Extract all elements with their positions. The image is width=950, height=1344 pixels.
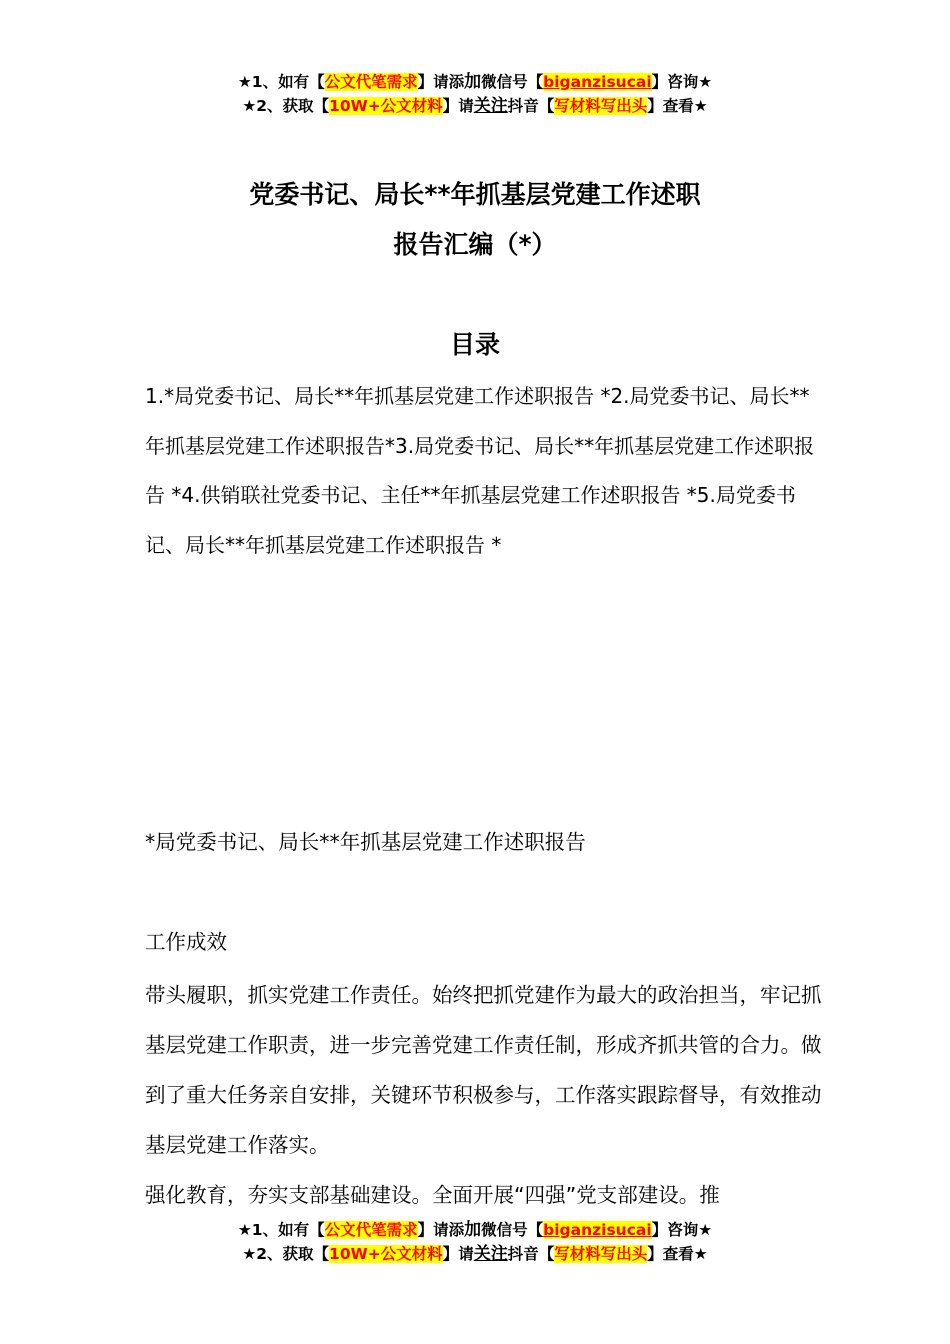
promo-text: ★2、获取【 <box>242 97 330 115</box>
promo-text: ★2、获取【 <box>242 1245 330 1263</box>
promo-highlight: 写材料写出头 <box>554 1245 648 1263</box>
promo-line-2 <box>0 1242 950 1266</box>
promo-highlight: 10W+公文材料 <box>329 1245 443 1263</box>
promo-highlight: 公文代笔需求 <box>324 1221 418 1239</box>
promo-highlight: 公文代笔需求 <box>324 73 418 91</box>
promo-text: 】请 <box>442 1245 474 1263</box>
toc-heading: 目录 <box>449 330 500 359</box>
section-title: *局党委书记、局长**年抓基层党建工作述职报告 <box>145 830 586 854</box>
promo-highlight: 10W+公文材料 <box>329 97 443 115</box>
promo-text: ★1、如有【 <box>237 73 325 91</box>
wechat-id-link[interactable]: biganzisucai <box>543 73 652 91</box>
promo-text: 】请添 <box>417 73 465 91</box>
promo-text: 】请 <box>442 97 474 115</box>
promo-highlight: 写材料写出头 <box>554 97 648 115</box>
promo-text: 】咨询★ <box>651 73 713 91</box>
promo-text: 】查看★ <box>647 1245 708 1263</box>
promo-text: 】咨询★ <box>651 1221 713 1239</box>
paragraph: 强化教育，夯实支部基础建设。全面开展“四强”党支部建设。推 <box>145 1183 720 1207</box>
table-of-contents: 1.*局党委书记、局长**年抓基层党建工作述职报告 *2.局党委书记、局长**年抓基层党建工作述职报告*3.局党委书记、局长**年抓基层党建工作述职报告 *4.供销联社党委书记、主任**年抓基层党建工作述职报告 *5.局党委书记、局长**年抓基层党建工作述职报告 * <box>145 384 815 557</box>
promo-text: 】查看★ <box>647 97 708 115</box>
promo-line-1 <box>0 1218 950 1242</box>
promo-text: 抖音【 <box>507 1245 555 1263</box>
document-title-line-2: 报告汇编（*） <box>393 230 557 259</box>
promo-text: 抖音【 <box>507 97 555 115</box>
promo-text: 微信号【 <box>481 1221 544 1239</box>
bottom-promo-banner <box>0 1218 950 1266</box>
promo-text: 关注 <box>473 1244 508 1264</box>
promo-text: 微信号【 <box>481 73 544 91</box>
paragraph: 带头履职，抓实党建工作责任。始终把抓党建作为最大的政治担当，牢记抓基层党建工作职责，进一步完善党建工作责任制，形成齐抓共管的合力。做到了重大任务亲自安排，关键环节积极参与，工作落实跟踪督导，有效推动基层党建工作落实。 <box>145 983 822 1157</box>
promo-text: 加 <box>464 72 482 92</box>
top-promo-banner <box>0 70 950 118</box>
promo-text: 】请添 <box>417 1221 465 1239</box>
sub-heading: 工作成效 <box>145 930 227 954</box>
promo-text: 关注 <box>473 96 508 116</box>
promo-line-1 <box>0 70 950 94</box>
body-text <box>145 970 835 1220</box>
promo-line-2 <box>0 94 950 118</box>
promo-text: 加 <box>464 1220 482 1240</box>
wechat-id-link[interactable]: biganzisucai <box>543 1221 652 1239</box>
document-title: 党委书记、局长**年抓基层党建工作述职 <box>249 180 701 209</box>
promo-text: ★1、如有【 <box>237 1221 325 1239</box>
